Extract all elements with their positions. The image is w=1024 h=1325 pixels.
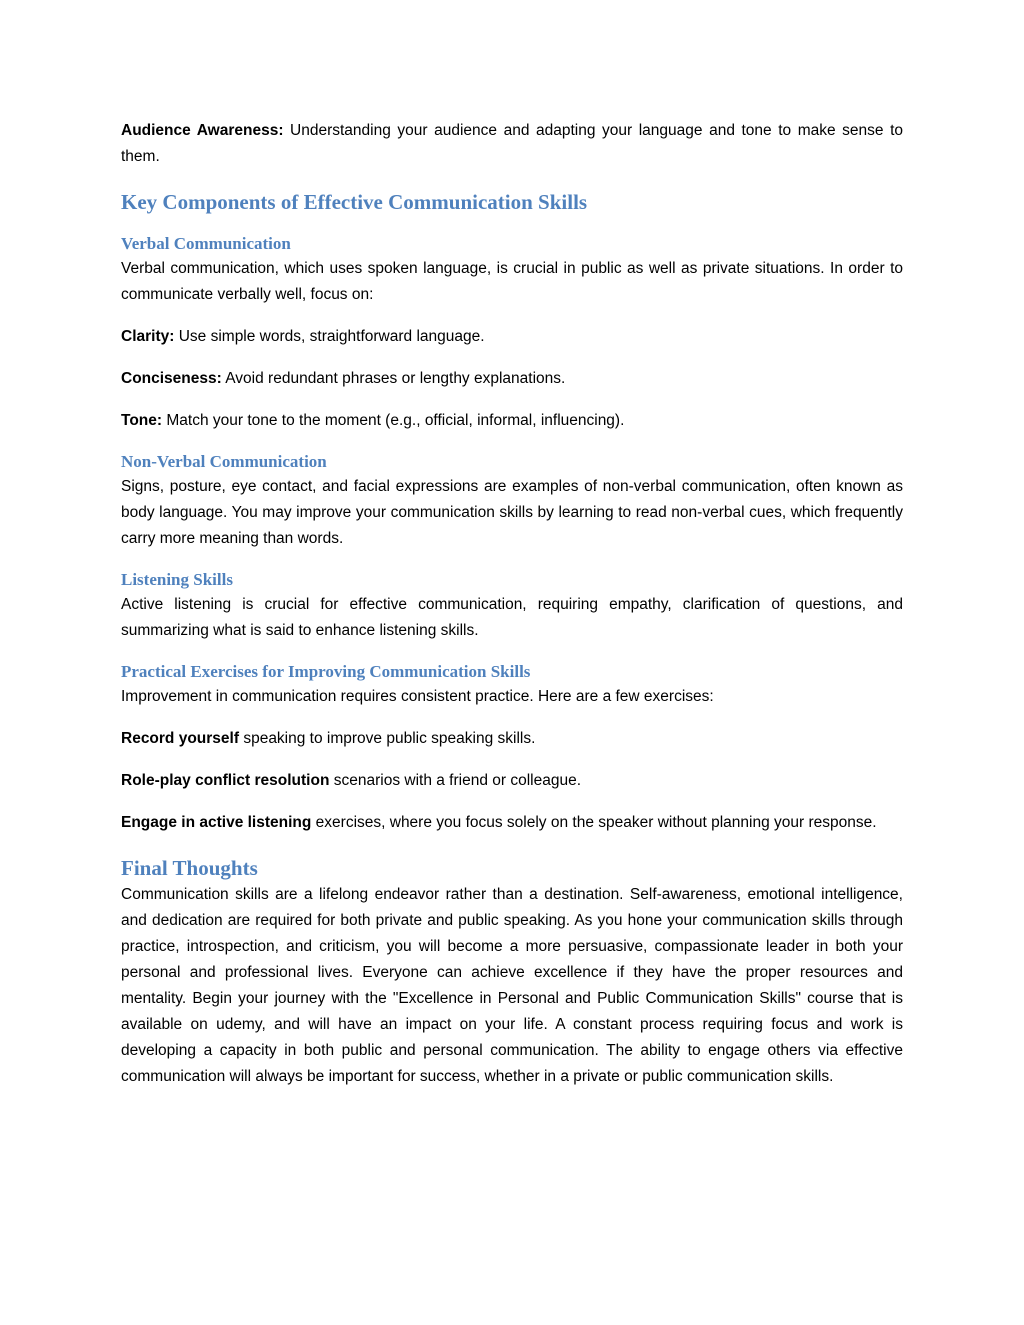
listening-skills-paragraph: Active listening is crucial for effective communication, requiring empathy, clarification of questions, and summarizing what is said to enhance listening skills. bbox=[121, 596, 903, 639]
exercise-item bbox=[121, 810, 903, 836]
exercise-text: speaking to improve public speaking skills. bbox=[239, 730, 536, 747]
exercise-text: scenarios with a friend or colleague. bbox=[329, 772, 582, 789]
final-thoughts-paragraph: Communication skills are a lifelong endeavor rather than a destination. Self-awareness, emotional intelligence, and dedication are required for both private and public speaking. As you hone your communication skills through practice, introspection, and criticism, you will become a more persuasive, compassionate leader in both your personal and professional lives. Everyone can achieve excellence if they have the proper resources and mentality. Begin your journey with the "Excellence in Personal and Public Communication Skills" course that is available on udemy, and will have an impact on your life. A constant process requiring focus and work is developing a capacity in both public and personal communication. The ability to engage others via effective communication will always be important for success, whether in a private or public communication skills. bbox=[121, 886, 903, 1085]
audience-awareness-text: Understanding your audience and adapting your language and tone to make sense to them. bbox=[121, 122, 903, 165]
tone-label: Tone: bbox=[121, 412, 163, 429]
non-verbal-communication-heading: Non-Verbal Communication bbox=[121, 452, 327, 471]
verbal-communication-intro: Verbal communication, which uses spoken language, is crucial in public as well as private situations. In order to communicate verbally well, focus on: bbox=[121, 260, 903, 303]
clarity-item bbox=[121, 324, 903, 350]
exercise-label: Role-play conflict resolution bbox=[121, 772, 330, 789]
conciseness-text: Avoid redundant phrases or lengthy explanations. bbox=[221, 370, 566, 387]
audience-awareness-paragraph bbox=[121, 118, 903, 170]
exercise-text: exercises, where you focus solely on the speaker without planning your response. bbox=[311, 814, 877, 831]
exercise-item bbox=[121, 726, 903, 752]
final-thoughts-heading: Final Thoughts bbox=[121, 856, 258, 880]
non-verbal-communication-paragraph: Signs, posture, eye contact, and facial expressions are examples of non-verbal communication, often known as body language. You may improve your communication skills by learning to read non-verbal cues, which frequently carry more meaning than words. bbox=[121, 478, 903, 547]
conciseness-label: Conciseness: bbox=[121, 370, 222, 387]
exercise-label: Engage in active listening bbox=[121, 814, 312, 831]
practical-exercises-intro: Improvement in communication requires consistent practice. Here are a few exercises: bbox=[121, 688, 714, 705]
audience-awareness-label: Audience Awareness: bbox=[121, 122, 284, 139]
tone-item bbox=[121, 408, 903, 434]
verbal-communication-heading: Verbal Communication bbox=[121, 234, 291, 253]
listening-skills-heading: Listening Skills bbox=[121, 570, 233, 589]
tone-text: Match your tone to the moment (e.g., official, informal, influencing). bbox=[162, 412, 625, 429]
exercise-label: Record yourself bbox=[121, 730, 240, 747]
key-components-heading: Key Components of Effective Communication Skills bbox=[121, 190, 588, 214]
clarity-label: Clarity: bbox=[121, 328, 175, 345]
conciseness-item bbox=[121, 366, 903, 392]
practical-exercises-heading: Practical Exercises for Improving Communication Skills bbox=[121, 662, 531, 681]
clarity-text: Use simple words, straightforward language. bbox=[174, 328, 485, 345]
exercise-item bbox=[121, 768, 903, 794]
document-page bbox=[121, 118, 903, 1090]
